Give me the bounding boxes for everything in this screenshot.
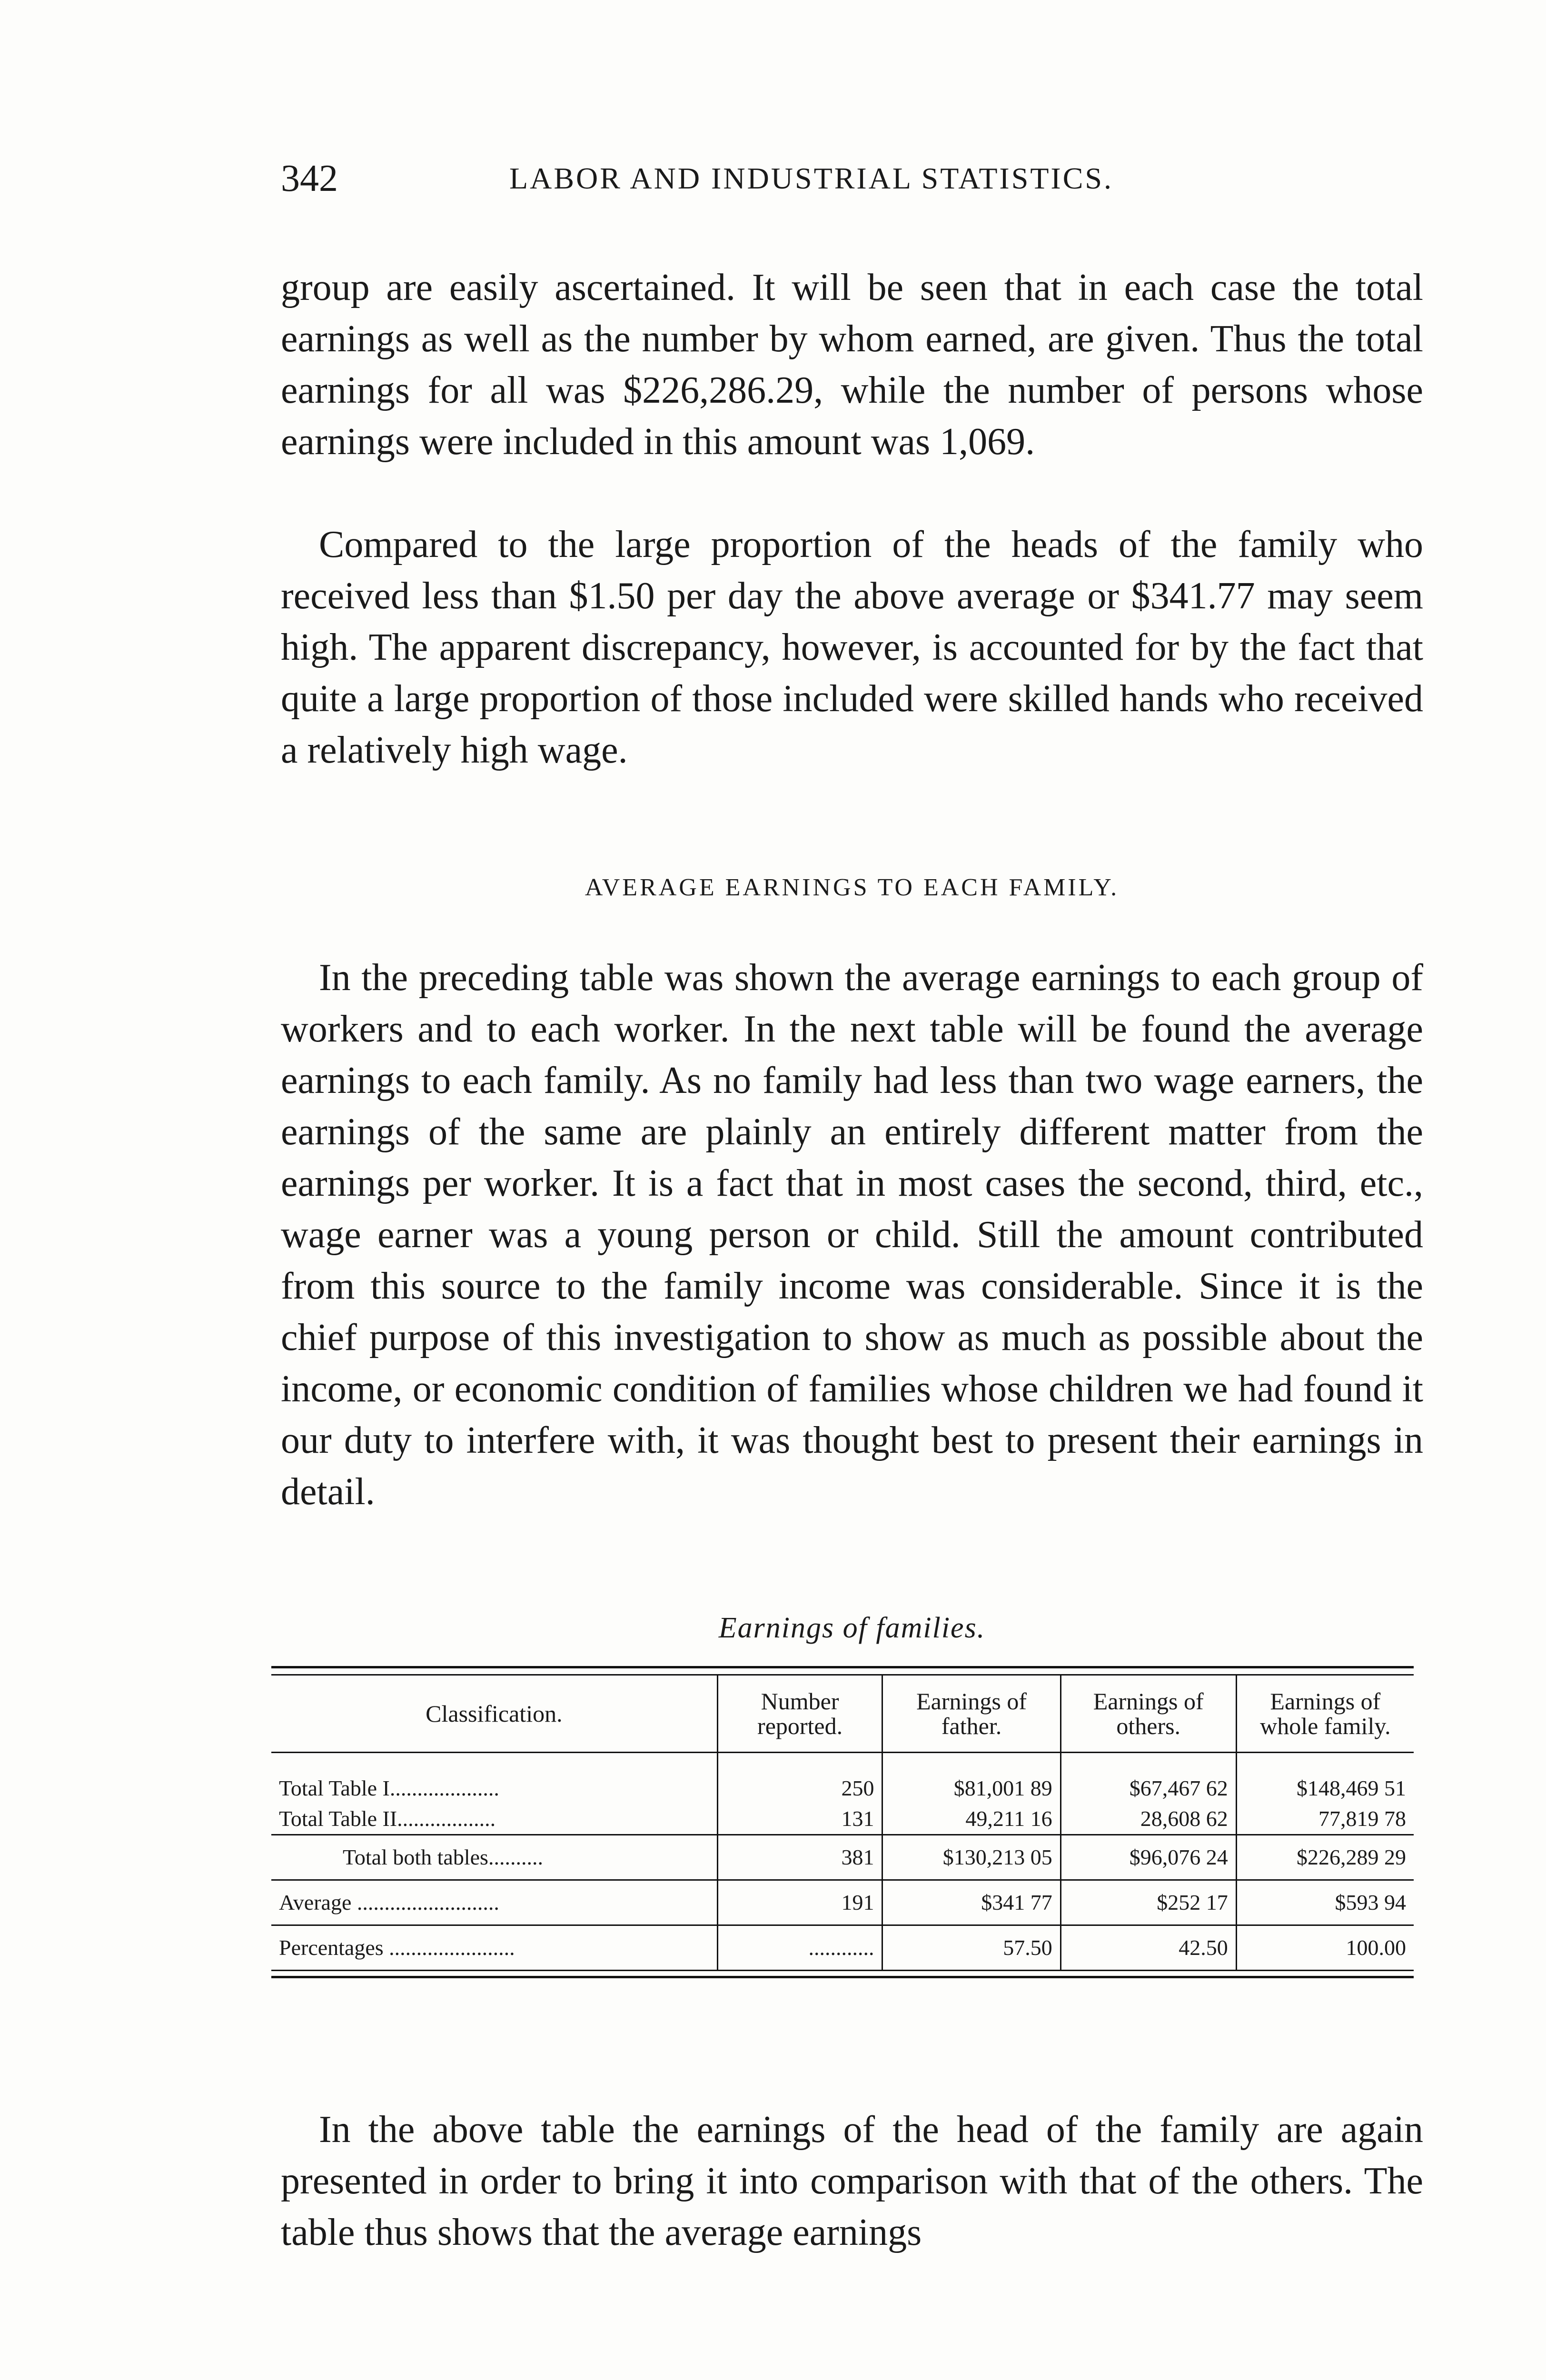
cell-whole: $148,469 51 bbox=[1236, 1753, 1414, 1804]
cell-number: 381 bbox=[717, 1835, 882, 1880]
cell-father: $81,001 89 bbox=[882, 1753, 1060, 1804]
table-header-row bbox=[271, 1676, 1414, 1753]
table-top-rule bbox=[271, 1666, 1414, 1676]
header-classification: Classification. bbox=[271, 1676, 717, 1753]
table-row bbox=[271, 1880, 1414, 1925]
cell-whole: 100.00 bbox=[1236, 1925, 1414, 1970]
header-earnings-father: Earnings of father. bbox=[882, 1676, 1060, 1753]
cell-father: 49,211 16 bbox=[882, 1804, 1060, 1835]
row-label: Total both tables.......... bbox=[271, 1835, 717, 1880]
earnings-table-grid bbox=[271, 1676, 1414, 1970]
cell-others: $67,467 62 bbox=[1060, 1753, 1236, 1804]
header-earnings-whole-family: Earnings of whole family. bbox=[1236, 1676, 1414, 1753]
table-bottom-rule bbox=[271, 1970, 1414, 1978]
earnings-table bbox=[271, 1666, 1414, 1978]
cell-others: 28,608 62 bbox=[1060, 1804, 1236, 1835]
page-number: 342 bbox=[281, 158, 338, 199]
row-label: Total Table II.................. bbox=[279, 1806, 496, 1831]
page-header bbox=[281, 157, 1423, 209]
row-label: Percentages ....................... bbox=[271, 1925, 717, 1970]
cell-father: $341 77 bbox=[882, 1880, 1060, 1925]
table-row bbox=[271, 1925, 1414, 1970]
cell-whole: 77,819 78 bbox=[1236, 1804, 1414, 1835]
cell-number: ............ bbox=[717, 1925, 882, 1970]
paragraph-4: In the above table the earnings of the head of the family are again presented in order to bring it into comparison with that of the others. The table thus shows that the average earnings bbox=[281, 2109, 1423, 2253]
header-number-reported: Number reported. bbox=[717, 1676, 882, 1753]
cell-others: $252 17 bbox=[1060, 1880, 1236, 1925]
table-caption: Earnings of families. bbox=[718, 1612, 986, 1644]
cell-father: $130,213 05 bbox=[882, 1835, 1060, 1880]
paragraph-2: Compared to the large proportion of the heads of the family who received less than $1.50 per day the above average or $341.77 may seem high. The apparent discrepancy, however, is accounted for by the fact that quite a large proportion of those included were skilled hands who received a relatively high wage. bbox=[281, 524, 1423, 771]
table-row bbox=[271, 1835, 1414, 1880]
table-row bbox=[271, 1753, 1414, 1804]
cell-others: 42.50 bbox=[1060, 1925, 1236, 1970]
cell-whole: $593 94 bbox=[1236, 1880, 1414, 1925]
cell-number: 191 bbox=[717, 1880, 882, 1925]
cell-others: $96,076 24 bbox=[1060, 1835, 1236, 1880]
table-row bbox=[271, 1804, 1414, 1835]
row-label: Average .......................... bbox=[271, 1880, 717, 1925]
header-earnings-others: Earnings of others. bbox=[1060, 1676, 1236, 1753]
paragraph-3: In the preceding table was shown the average earnings to each group of workers and to each worker. In the next table will be found the average earnings to each family. As no family had less than two wage earners, the earnings of the same are plainly an entirely different matter from the earnings per worker. It is a fact that in most cases the second, third, etc., wage earner was a young person or child. Still the amount contributed from this source to the family income was considerable. Since it is the chief purpose of this investigation to show as much as possible about the income, or economic condition of families whose children we had found it our duty to interfere with, it was thought best to present their earnings in detail. bbox=[281, 957, 1423, 1513]
running-head: LABOR AND INDUSTRIAL STATISTICS. bbox=[509, 161, 1113, 195]
cell-number: 250 bbox=[717, 1753, 882, 1804]
cell-number: 131 bbox=[717, 1804, 882, 1835]
row-label: Total Table I.................... bbox=[279, 1776, 499, 1800]
paragraph-1: group are easily ascertained. It will be seen that in each case the total earnings as well as the number by whom earned, are given. Thus the total earnings for all was $226,286.29, while the number of persons whose earnings were included in this amount was 1,069. bbox=[281, 267, 1423, 463]
cell-father: 57.50 bbox=[882, 1925, 1060, 1970]
section-heading: AVERAGE EARNINGS TO EACH FAMILY. bbox=[585, 874, 1120, 901]
cell-whole: $226,289 29 bbox=[1236, 1835, 1414, 1880]
